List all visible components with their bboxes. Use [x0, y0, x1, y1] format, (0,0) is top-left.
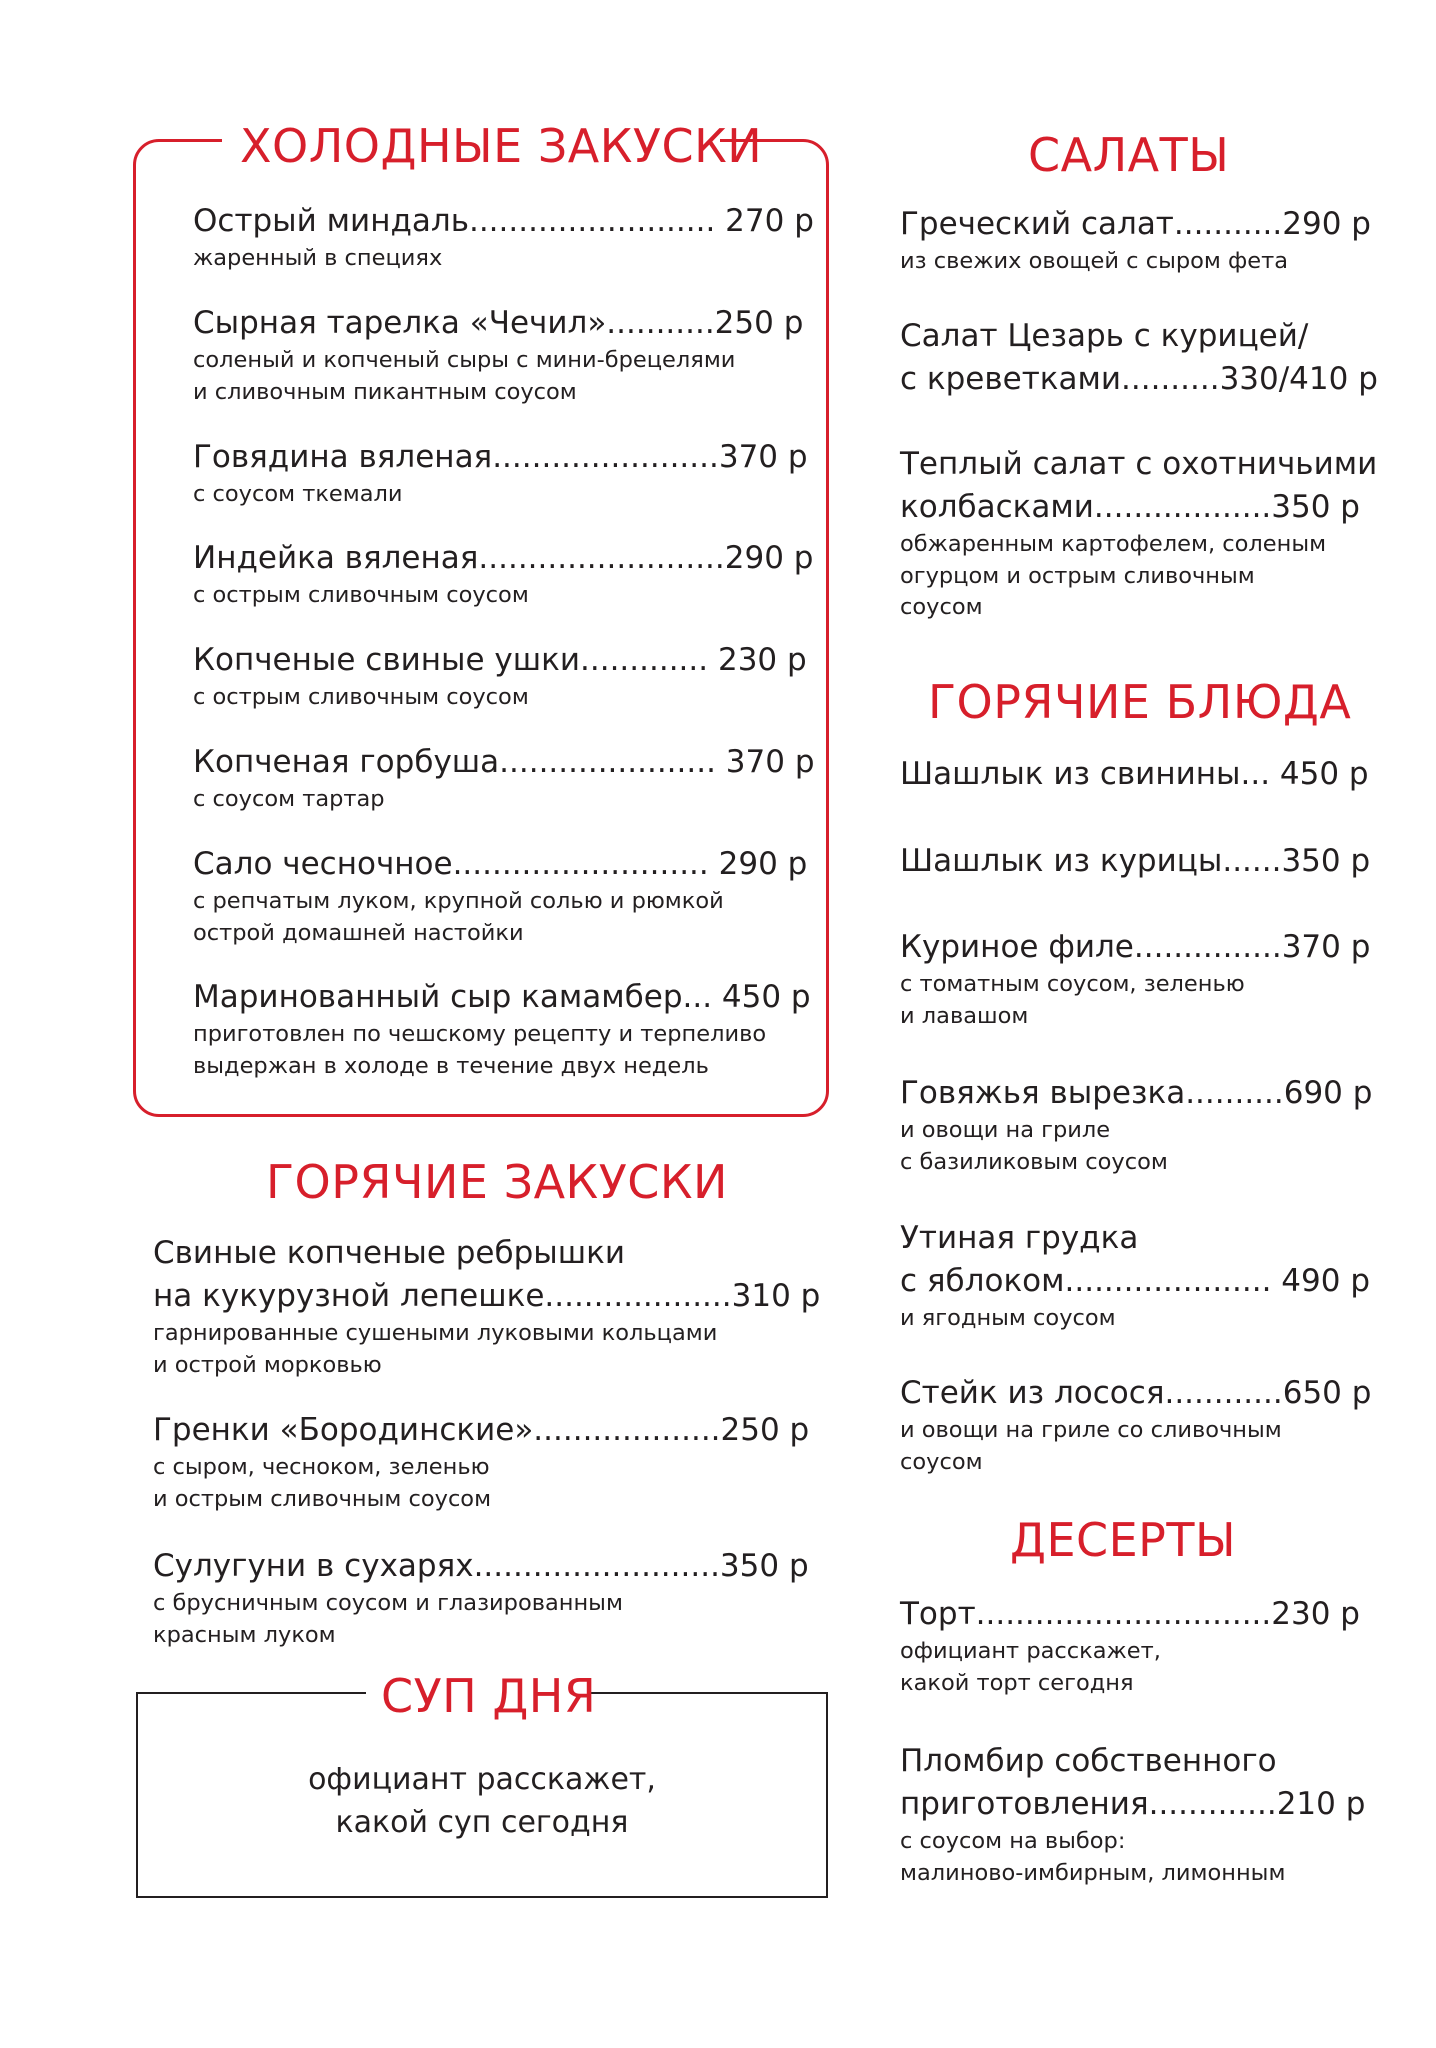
item-name: Копченые свиные ушки............. 230 р — [193, 642, 807, 678]
cold-snacks-title: ХОЛОДНЫЕ ЗАКУСКИ — [240, 119, 763, 173]
hot-dishes-title: ГОРЯЧИЕ БЛЮДА — [928, 675, 1352, 729]
item-desc: с томатным соусом, зеленью — [900, 971, 1245, 997]
soup-title: СУП ДНЯ — [381, 1669, 597, 1723]
menu-item — [193, 843, 807, 949]
item-name: Говядина вяленая.......................370 р — [193, 439, 808, 475]
item-desc: выдержан в холоде в течение двух недель — [193, 1052, 709, 1079]
item-desc: и острым сливочным соусом — [153, 1485, 492, 1512]
item-desc: с репчатым луком, крупной солью и рюмкой — [193, 888, 724, 914]
item-name: Шашлык из свинины... 450 р — [900, 756, 1369, 792]
item-desc: с острым сливочным соусом — [193, 582, 529, 608]
menu-item — [193, 436, 808, 511]
item-desc: и ягодным соусом — [900, 1305, 1116, 1331]
menu-item — [153, 1545, 809, 1651]
item-desc: из свежих овощей с сыром фета — [900, 248, 1288, 274]
item-desc: обжаренным картофелем, соленым — [900, 531, 1327, 557]
item-desc: соленый и копченый сыры с мини-брецелями — [193, 347, 736, 373]
menu-item — [900, 840, 1370, 883]
item-desc: с базиликовым соусом — [900, 1148, 1168, 1175]
item-name: Гренки «Бородинские»...................250 р — [153, 1412, 810, 1448]
soup-line: официант расскажет, — [308, 1762, 656, 1797]
item-desc: жаренный в специях — [193, 245, 443, 271]
item-desc: с брусничным соусом и глазированным — [153, 1590, 623, 1616]
item-name: Пломбир собственного — [900, 1743, 1277, 1779]
menu-item — [153, 1232, 820, 1381]
item-desc: соусом — [900, 1448, 983, 1475]
menu-item — [900, 1217, 1370, 1335]
menu-item — [900, 1593, 1360, 1699]
item-name: колбасками..................350 р — [900, 489, 1360, 525]
item-desc: с соусом на выбор: — [900, 1828, 1126, 1854]
item-desc: и овощи на гриле со сливочным — [900, 1417, 1282, 1443]
menu-item — [900, 926, 1370, 1032]
item-desc: с соусом ткемали — [193, 481, 403, 507]
menu-item — [900, 315, 1378, 401]
item-desc: с острым сливочным соусом — [193, 684, 529, 710]
item-name: Греческий салат...........290 р — [900, 206, 1371, 242]
item-name: Салат Цезарь с курицей/ — [900, 318, 1309, 354]
soup-line: какой суп сегодня — [335, 1805, 629, 1840]
hot-snacks-title: ГОРЯЧИЕ ЗАКУСКИ — [266, 1155, 728, 1209]
item-name: Шашлык из курицы......350 р — [900, 843, 1371, 879]
item-desc: официант расскажет, — [900, 1638, 1161, 1664]
item-name: с яблоком..................... 490 р — [900, 1263, 1371, 1299]
desserts-title: ДЕСЕРТЫ — [1010, 1513, 1237, 1567]
item-name: Сало чесночное.......................... 290 р — [193, 846, 808, 882]
item-name: Утиная грудка — [900, 1220, 1139, 1256]
item-name: с креветками..........330/410 р — [900, 361, 1378, 397]
item-desc: острой домашней настойки — [193, 919, 524, 946]
menu-item — [900, 1072, 1372, 1178]
item-name: приготовления.............210 р — [900, 1786, 1366, 1822]
item-name: Куриное филе...............370 р — [900, 929, 1371, 965]
item-desc: малиново-имбирным, лимонным — [900, 1859, 1286, 1886]
item-desc: приготовлен по чешскому рецепту и терпеливо — [193, 1021, 767, 1047]
menu-item — [193, 976, 811, 1082]
item-name: Торт..............................230 р — [900, 1596, 1360, 1632]
menu-item — [193, 200, 814, 275]
menu-item — [193, 741, 815, 816]
item-desc: и сливочным пикантным соусом — [193, 378, 577, 405]
salads-title: САЛАТЫ — [1028, 128, 1230, 182]
menu-item — [193, 302, 803, 408]
item-desc: с соусом тартар — [193, 786, 385, 812]
item-desc: и лавашом — [900, 1002, 1029, 1029]
item-desc: красным луком — [153, 1621, 336, 1648]
item-desc: соусом — [900, 594, 983, 620]
item-name: Стейк из лосося............650 р — [900, 1375, 1372, 1411]
item-desc: какой торт сегодня — [900, 1669, 1134, 1696]
menu-item — [900, 1372, 1371, 1478]
item-desc: с сыром, чесноком, зеленью — [153, 1454, 490, 1480]
item-name: Свиные копченые ребрышки — [153, 1235, 626, 1271]
item-name: на кукурузной лепешке...................310 р — [153, 1278, 821, 1314]
menu-item — [900, 1740, 1365, 1889]
item-name: Острый миндаль......................... 270 р — [193, 203, 814, 239]
item-desc: гарнированные сушеными луковыми кольцами — [153, 1320, 718, 1346]
menu-item — [900, 443, 1377, 624]
item-name: Индейка вяленая.........................290 р — [193, 540, 814, 576]
item-desc: и острой морковью — [153, 1351, 382, 1378]
menu-item — [900, 753, 1369, 796]
item-name: Копченая горбуша...................... 370 р — [193, 744, 815, 780]
item-name: Говяжья вырезка..........690 р — [900, 1075, 1373, 1111]
cold-snacks-frame — [133, 139, 829, 1117]
item-name: Сулугуни в сухарях.........................350 р — [153, 1548, 809, 1584]
menu-item — [153, 1409, 809, 1515]
menu-item — [193, 639, 807, 714]
item-name: Теплый салат с охотничьими — [900, 446, 1378, 482]
item-desc: огурцом и острым сливочным — [900, 562, 1255, 589]
menu-item — [193, 537, 813, 612]
item-name: Сырная тарелка «Чечил»...........250 р — [193, 305, 804, 341]
menu-item — [900, 203, 1371, 278]
item-name: Маринованный сыр камамбер... 450 р — [193, 979, 811, 1015]
item-desc: и овощи на гриле — [900, 1117, 1111, 1143]
